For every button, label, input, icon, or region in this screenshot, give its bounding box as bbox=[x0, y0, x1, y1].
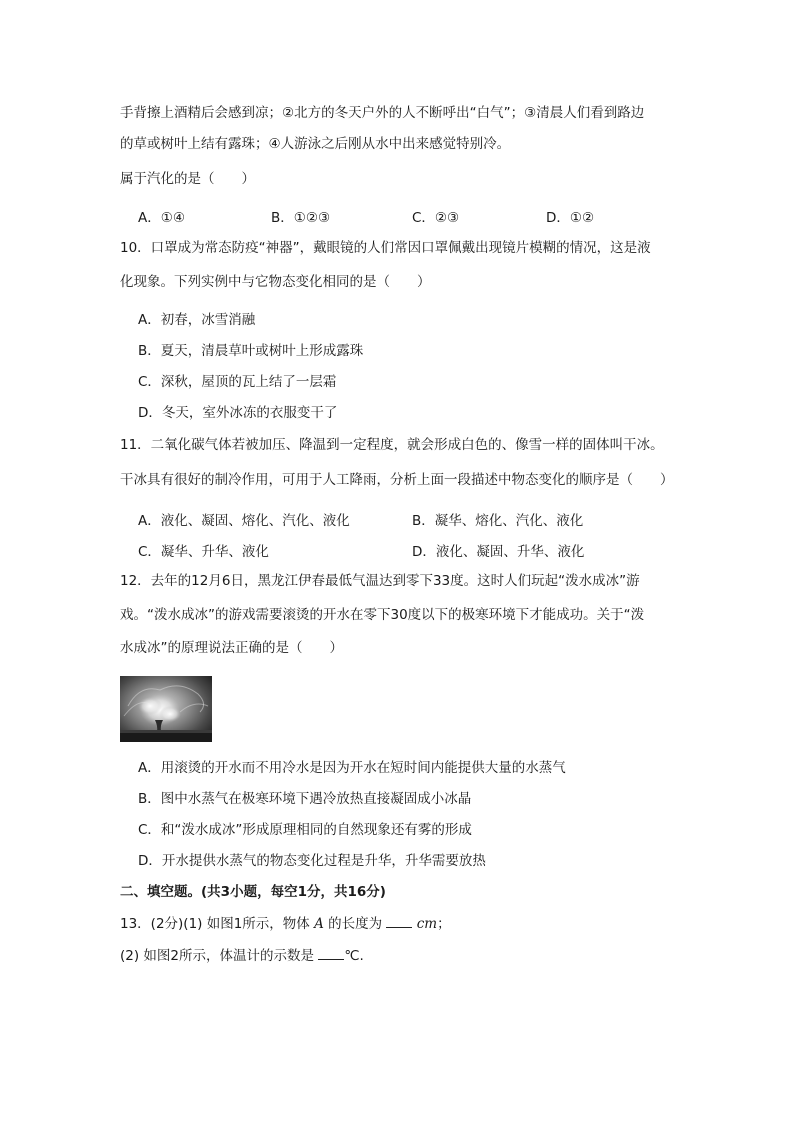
q11-line-2: 干冰具有很好的制冷作用，可用于人工降雨，分析上面一段描述中物态变化的顺序是（ ） bbox=[120, 472, 674, 488]
q9-line-1: 手背擦上酒精后会感到凉；②北方的冬天户外的人不断呼出“白气”；③清晨人们看到路边 bbox=[120, 105, 645, 121]
q12-option-a[interactable]: A．用滚烫的开水而不用冷水是因为开水在短时间内能提供大量的水蒸气 bbox=[138, 760, 566, 776]
q11-line-1: 11．二氧化碳气体若被加压、降温到一定程度，就会形成白色的、像雪一样的固体叫干冰。 bbox=[120, 437, 664, 453]
q13-unit: cm bbox=[416, 916, 438, 932]
q13-line2-unit: ℃. bbox=[344, 948, 364, 964]
q12-line-3: 水成冰”的原理说法正确的是（ ） bbox=[120, 640, 343, 656]
q10-option-b[interactable]: B．夏天，清晨草叶或树叶上形成露珠 bbox=[138, 343, 364, 359]
q10-line-1: 10．口罩成为常态防疫“神器”，戴眼镜的人们常因口罩佩戴出现镜片模糊的情况，这是液 bbox=[120, 240, 651, 256]
q9-option-c[interactable]: C．②③ bbox=[412, 210, 460, 226]
q13-mid: 的长度为 bbox=[328, 916, 383, 932]
q9-option-d[interactable]: D．①② bbox=[546, 210, 595, 226]
q12-option-c[interactable]: C．和“泼水成冰”形成原理相同的自然现象还有雾的形成 bbox=[138, 822, 472, 838]
section-2-heading: 二、填空题。(共3小题，每空1分，共16分) bbox=[120, 884, 386, 900]
q13-variable: A bbox=[314, 916, 324, 932]
splash-water-ice-photo bbox=[120, 676, 212, 742]
q13-line-1 bbox=[120, 915, 451, 933]
q13-line2-prefix: (2) 如图2所示，体温计的示数是 bbox=[120, 948, 315, 964]
q10-option-c[interactable]: C．深秋，屋顶的瓦上结了一层霜 bbox=[138, 374, 337, 390]
q10-line-2: 化现象。下列实例中与它物态变化相同的是（ ） bbox=[120, 274, 431, 290]
q13-answer-blank-1[interactable] bbox=[386, 915, 412, 928]
q12-option-d[interactable]: D．开水提供水蒸气的物态变化过程是升华，升华需要放热 bbox=[138, 853, 486, 869]
q11-option-d[interactable]: D．液化、凝固、升华、液化 bbox=[412, 544, 585, 560]
q11-option-b[interactable]: B．凝华、熔化、汽化、液化 bbox=[412, 513, 584, 529]
q12-line-1: 12．去年的12月6日，黑龙江伊春最低气温达到零下33度。这时人们玩起“泼水成冰”游 bbox=[120, 573, 640, 589]
q12-line-2: 戏。“泼水成冰”的游戏需要滚烫的开水在零下30度以下的极寒环境下才能成功。关于“泼 bbox=[120, 607, 645, 623]
q9-option-b[interactable]: B．①②③ bbox=[271, 210, 331, 226]
q9-line-3: 属于汽化的是（ ） bbox=[120, 171, 255, 187]
q12-option-b[interactable]: B．图中水蒸气在极寒环境下遇冷放热直接凝固成小冰晶 bbox=[138, 791, 472, 807]
q13-line-2 bbox=[120, 947, 364, 965]
q10-option-d[interactable]: D．冬天，室外冰冻的衣服变干了 bbox=[138, 405, 338, 421]
q10-option-a[interactable]: A．初春，冰雪消融 bbox=[138, 312, 256, 328]
q13-answer-blank-2[interactable] bbox=[318, 947, 344, 960]
q11-option-c[interactable]: C．凝华、升华、液化 bbox=[138, 544, 269, 560]
q11-option-a[interactable]: A．液化、凝固、熔化、汽化、液化 bbox=[138, 513, 350, 529]
q13-prefix: 13．(2分)(1) 如图1所示，物体 bbox=[120, 916, 310, 932]
q9-line-2: 的草或树叶上结有露珠；④人游泳之后刚从水中出来感觉特别冷。 bbox=[120, 136, 511, 152]
q9-option-a[interactable]: A．①④ bbox=[138, 210, 185, 226]
q13-end: ； bbox=[437, 916, 451, 932]
